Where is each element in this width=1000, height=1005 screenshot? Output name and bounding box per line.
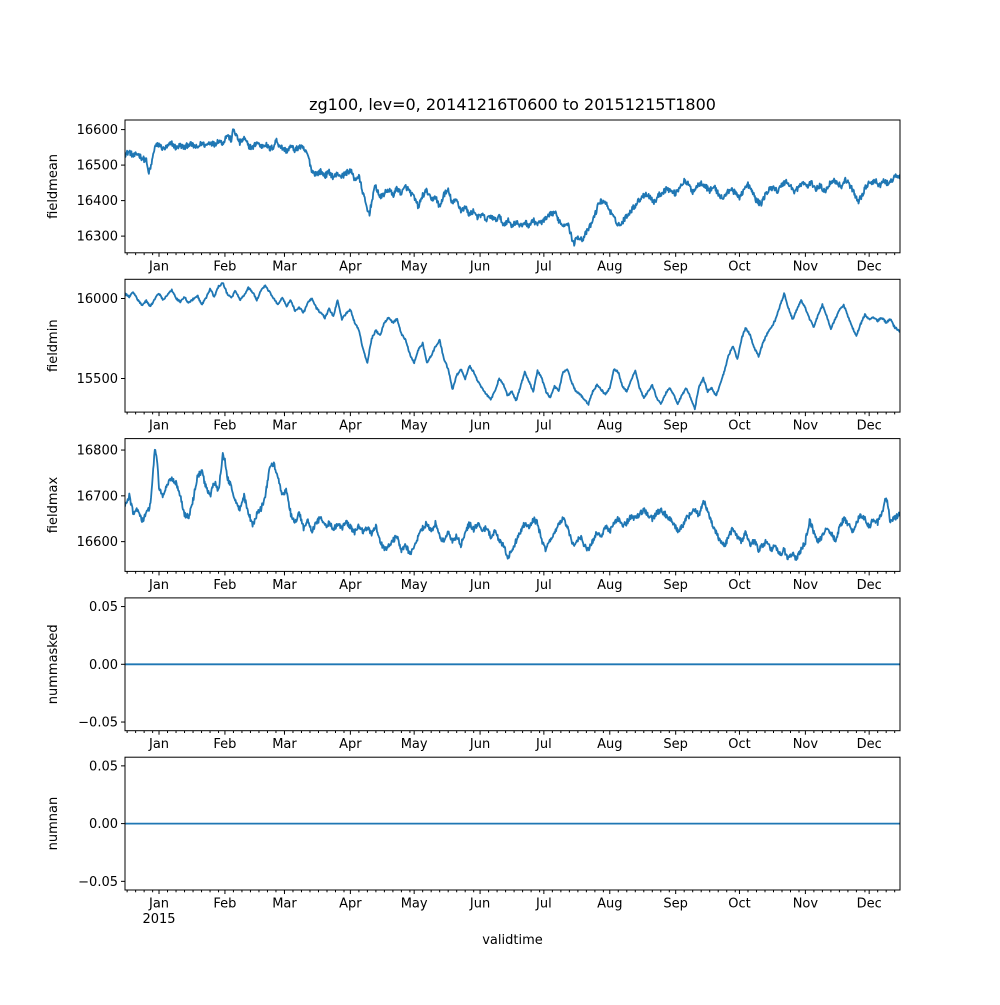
y-tick-label: 16500 [76,158,118,174]
x-tick-label-aug: Aug [597,577,623,593]
x-tick-label-may: May [400,418,428,434]
x-tick-label-mar: Mar [272,418,297,434]
x-tick-label-feb: Feb [213,418,237,434]
x-tick-label-jun: Jun [469,896,491,912]
y-tick-label: 16400 [76,194,118,210]
x-tick-label-apr: Apr [339,737,362,753]
y-axis-title: fieldmean [46,153,61,219]
x-tick-label-nov: Nov [792,896,819,912]
x-tick-label-nov: Nov [792,577,819,593]
x-tick-label-jun: Jun [469,737,491,753]
x-tick-label-oct: Oct [728,259,751,275]
x-axis-year-label: 2015 [142,912,176,927]
x-tick-label-sep: Sep [663,418,688,434]
x-tick-label-nov: Nov [792,259,819,275]
x-tick-label-jun: Jun [469,259,491,275]
x-tick-label-may: May [400,577,428,593]
x-tick-label-sep: Sep [663,737,688,753]
x-tick-label-dec: Dec [856,259,882,275]
x-tick-label-dec: Dec [856,577,882,593]
y-tick-label: 16800 [76,443,118,459]
x-tick-label-dec: Dec [856,418,882,434]
x-tick-label-jul: Jul [536,259,552,275]
x-tick-label-dec: Dec [856,896,882,912]
y-tick-label: 0.05 [89,600,118,616]
x-tick-label-mar: Mar [272,737,297,753]
x-tick-label-may: May [400,896,428,912]
y-tick-label: 16300 [76,229,118,245]
y-tick-label: −0.05 [78,874,118,890]
y-tick-label: 15500 [76,372,118,387]
x-tick-label-sep: Sep [663,577,688,593]
x-tick-label-feb: Feb [213,737,237,753]
x-tick-label-jan: Jan [148,896,170,912]
x-tick-label-oct: Oct [728,577,751,593]
x-tick-label-jul: Jul [536,577,552,593]
y-tick-label: 16600 [76,123,118,139]
y-tick-label: −0.05 [78,715,118,731]
x-tick-label-jun: Jun [469,418,491,434]
x-tick-label-may: May [400,259,428,275]
x-tick-label-aug: Aug [597,737,623,753]
y-axis-title: nummasked [46,624,61,705]
x-tick-label-mar: Mar [272,577,297,593]
x-tick-label-nov: Nov [792,737,819,753]
x-tick-label-oct: Oct [728,418,751,434]
x-tick-label-jul: Jul [536,896,552,912]
x-tick-label-dec: Dec [856,737,882,753]
x-tick-label-jan: Jan [148,577,170,593]
x-tick-label-oct: Oct [728,737,751,753]
x-tick-label-apr: Apr [339,259,362,275]
x-tick-label-jul: Jul [536,418,552,434]
x-tick-label-aug: Aug [597,259,623,275]
x-axis-title: validtime [482,933,543,948]
y-tick-label: 0.00 [89,817,118,833]
x-tick-label-feb: Feb [213,577,237,593]
x-tick-label-jan: Jan [148,737,170,753]
y-axis-title: numnan [46,796,61,851]
x-tick-label-oct: Oct [728,896,751,912]
x-tick-label-aug: Aug [597,896,623,912]
y-tick-label: 0.05 [89,759,118,775]
x-tick-label-nov: Nov [792,418,819,434]
y-tick-label: 16700 [76,489,118,505]
x-tick-label-apr: Apr [339,896,362,912]
x-tick-label-jun: Jun [469,577,491,593]
x-tick-label-sep: Sep [663,896,688,912]
y-tick-label: 16600 [76,535,118,551]
y-axis-title: fieldmin [46,319,61,372]
x-tick-label-jul: Jul [536,737,552,753]
x-tick-label-apr: Apr [339,418,362,434]
y-axis-title: fieldmax [46,476,61,534]
chart-title: zg100, lev=0, 20141216T0600 to 20151215T1800 [309,95,716,114]
x-tick-label-mar: Mar [272,896,297,912]
x-tick-label-apr: Apr [339,577,362,593]
x-tick-label-feb: Feb [213,259,237,275]
x-tick-label-jan: Jan [148,418,170,434]
y-tick-label: 0.00 [89,657,118,673]
y-tick-label: 16000 [76,292,118,307]
x-tick-label-may: May [400,737,428,753]
x-tick-label-feb: Feb [213,896,237,912]
x-tick-label-sep: Sep [663,259,688,275]
x-tick-label-aug: Aug [597,418,623,434]
x-tick-label-jan: Jan [148,259,170,275]
x-tick-label-mar: Mar [272,259,297,275]
